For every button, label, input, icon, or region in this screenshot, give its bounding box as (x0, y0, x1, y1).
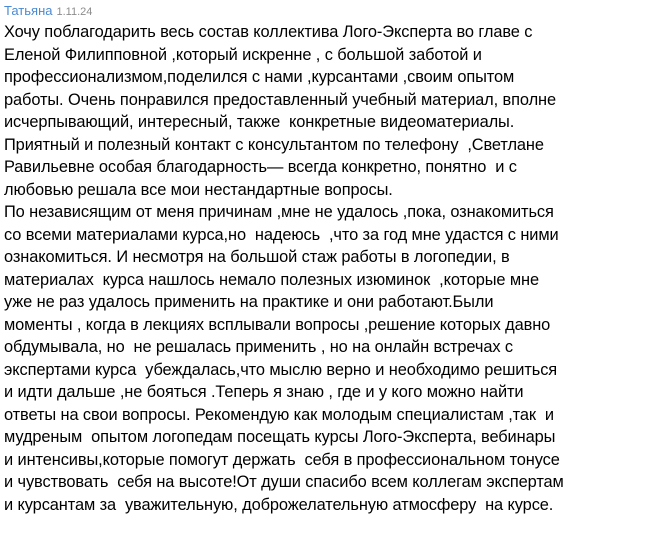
author-name[interactable]: Татьяна (4, 3, 53, 18)
message-line: мудреным опытом логопедам посещать курсы Лого-Эксперта, вебинары (4, 428, 556, 446)
message-line: ознакомиться. И несмотря на большой стаж работы в логопедии, в (4, 248, 510, 266)
message-line: По независящим от меня причинам ,мне не удалось ,пока, ознакомиться (4, 203, 554, 221)
message-line: профессионализмом,поделился с нами ,курсантами ,своим опытом (4, 68, 515, 86)
message-line: и курсантам за уважительную, доброжелательную атмосферу на курсе. (4, 495, 554, 514)
message-line: и чувствовать себя на высоте!От души спасибо всем коллегам экспертам (4, 473, 564, 491)
message-line: любовью решала все мои нестандартные вопросы. (4, 180, 393, 199)
message-line: работы. Очень понравился предоставленный учебный материал, вполне (4, 90, 556, 109)
message-line: и идти дальше ,не бояться .Теперь я знаю , где и у кого можно найти (4, 383, 524, 401)
message-date: 1.11.24 (56, 6, 93, 18)
message-line: экспертами курса убеждалась,что мыслю верно и необходимо решиться (4, 360, 558, 379)
message-line: моменты , когда в лекциях всплывали вопросы ,решение которых давно (4, 315, 551, 334)
message-line: уже не раз удалось применить на практике и они работают.Были (4, 293, 494, 311)
message-header (4, 2, 642, 20)
message-line: Еленой Филипповной ,который искренне , с большой заботой и (4, 45, 482, 64)
message-line: Равильевне особая благодарность— всегда конкретно, понятно и с (4, 158, 517, 176)
message-line: ответы на свои вопросы. Рекомендую как молодым специалистам ,так и (4, 405, 554, 424)
message-line: со всеми материалами курса,но надеюсь ,что за год мне удастся с ними (4, 225, 559, 244)
message-line: материалах курса нашлось немало полезных изюминок ,которые мне (4, 270, 540, 289)
message-line: исчерпывающий, интересный, также конкретные видеоматериалы. (4, 113, 515, 131)
message-line: обдумывала, но не решалась применить , но на онлайн встречах с (4, 338, 513, 356)
message-line: и интенсивы,которые помогут держать себя в профессиональном тонусе (4, 450, 560, 469)
message-text (4, 21, 642, 516)
message-line: Хочу поблагодарить весь состав коллектива Лого-Эксперта во главе с (4, 23, 533, 41)
message-line: Приятный и полезный контакт с консультантом по телефону ,Светлане (4, 135, 544, 154)
